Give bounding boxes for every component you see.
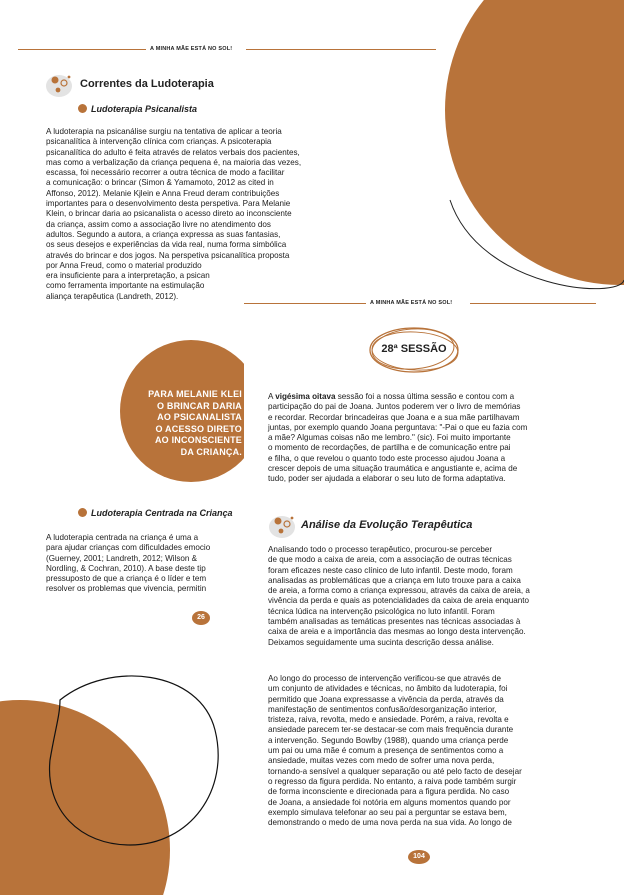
- text-line: a comunicação: o brincar (Simon & Yamamoto, 2012 as cited in: [46, 178, 274, 188]
- text-line: era insuficiente para a interpretação, a psican: [46, 271, 210, 281]
- text-line: participação do pai de Joana. Juntos poderem ver o livro de memórias: [268, 402, 521, 412]
- text-line: Ao longo do processo de intervenção verificou-se que através de: [268, 674, 502, 683]
- bullet-dot-icon: [78, 508, 87, 517]
- text-line: o momento de recordações, de partilha e de comunicação entre pai: [268, 443, 511, 453]
- text-line: os seus desejos e experiências da vida real, numa forma simbólica: [46, 240, 287, 250]
- back-page-number: 26: [192, 611, 210, 625]
- text-line: permitido que Joana expressasse a vivência da perda, através da: [268, 694, 504, 704]
- front-header-label: A MINHA MÃE ESTÁ NO SOL!: [370, 300, 453, 306]
- front-page: [244, 300, 624, 895]
- quote-line: AO PSICANALISTA: [157, 412, 242, 422]
- text-line: psicanalítica do adulto é feita através de relatos verbais dos pacientes,: [46, 147, 300, 157]
- text-line: tudo, poder ser ajudada a elaborar o seu luto de forma adaptativa.: [268, 474, 506, 484]
- front-header-line: [244, 303, 366, 304]
- text-line: Analisando todo o processo terapêutico, procurou-se perceber: [268, 545, 493, 554]
- text-line: também analisadas as temáticas presentes nas técnicas associadas à: [268, 617, 521, 627]
- text-line-start: A: [268, 392, 276, 401]
- back-subsection-2: Ludoterapia Centrada na Criança: [91, 508, 233, 518]
- text-line: foram eficazes neste caso clínico de luto infantil. Deste modo, foram: [268, 565, 513, 575]
- text-line: manifestação de sentimentos confusão/desorganização interior,: [268, 704, 497, 714]
- front-paragraph-1: [268, 545, 596, 648]
- text-line: um pai ou uma mãe é comum a presença de sentimentos como a: [268, 746, 504, 756]
- quote-line: PARA MELANIE KLEI: [148, 389, 242, 399]
- text-line: escassa, foi necessário recorrer a outra técnica de modo a facilitar: [46, 168, 285, 178]
- text-line: importantes para o desenvolvimento desta perspetiva. Para Melanie: [46, 199, 291, 209]
- text-line: exemplo simulava telefonar ao seu pai a perguntar se estava bem,: [268, 807, 507, 817]
- text-line: crescer depois de uma situação traumática e angustiante e, acima de: [268, 464, 518, 474]
- text-line: demonstrando o medo de uma nova perda na sua vida. Ao longo de: [268, 818, 512, 828]
- text-line: um conjunto de atividades e técnicas, no âmbito da ludoterapia, foi: [268, 684, 508, 694]
- text-line: [268, 392, 596, 402]
- text-line-end: sessão foi a nossa última sessão e contou com a: [335, 392, 515, 401]
- session-badge-text: 28ª SESSÃO: [381, 343, 447, 355]
- decor-circle-top-right: [420, 0, 624, 300]
- front-page-number: 104: [408, 850, 430, 864]
- text-line: pressuposto de que a criança é o líder e tem: [46, 574, 207, 584]
- text-line: da criança, assim como a associação livre no atendimento dos: [46, 219, 271, 229]
- front-intro: [268, 392, 596, 485]
- back-paragraph-1: [46, 127, 346, 302]
- text-line: psicanalítica à intervenção clínica com crianças. A psicoterapia: [46, 137, 272, 147]
- text-line: a mãe? Algumas coisas não me lembro." (sic). Foi muito importante: [268, 433, 511, 443]
- text-line: tornando-a sensível a qualquer separação ou até pelo facto de desejar: [268, 766, 522, 776]
- back-paragraph-2: [46, 533, 246, 595]
- cluster-dots-icon: [268, 512, 300, 540]
- text-line: juntas, por exemplo quando Joana perguntava: "-Pai o que eu fazia com: [268, 422, 528, 432]
- text-line: resolver os problemas que vivencia, permitin: [46, 584, 207, 594]
- text-line: vivência da perda e quais as potencialidades da caixa de areia enquanto: [268, 596, 529, 606]
- text-line: A ludoterapia na psicanálise surgiu na tentativa de aplicar a teoria: [46, 127, 282, 136]
- text-line: de Joana, a ansiedade foi notória em alguns momentos quando por: [268, 797, 511, 807]
- back-header-line: [18, 49, 146, 50]
- front-section-title: Análise da Evolução Terapêutica: [301, 519, 473, 531]
- decor-blob-brown: [0, 700, 170, 895]
- text-line: Affonso, 2012). Melanie Kjlein e Anna Freud deram contribuições: [46, 188, 280, 198]
- text-line: analisadas as problemáticas que a criança em luto trouxe para a caixa: [268, 575, 521, 585]
- text-line: de areia, a forma como a criança expressou, através da caixa de areia, a: [268, 586, 530, 596]
- text-line: para ajudar crianças com dificuldades emocio: [46, 543, 211, 553]
- text-line: de forma inconsciente e direcionada para a figura perdida. No caso: [268, 787, 510, 797]
- text-line: técnica lúdica na intervenção psicológica no luto infantil. Foram: [268, 606, 495, 616]
- quote-line: AO INCONSCIENTE: [154, 435, 242, 445]
- quote-line: O BRINCAR DARIA: [157, 400, 242, 411]
- text-line: por Anna Freud, como o material produzido: [46, 260, 202, 270]
- text-line: mas como a verbalização da criança pequena é, na maioria das vezes,: [46, 157, 302, 167]
- back-header-line-right: [246, 49, 436, 50]
- text-line: aliança terapêutica (Landreth, 2012).: [46, 291, 179, 301]
- text-line: tristeza, raiva, revolta, medo e ansiedade. Porém, a raiva, revolta e: [268, 715, 509, 725]
- text-line: a intervenção. Segundo Bowlby (1988), quando uma criança perde: [268, 735, 509, 745]
- text-line: ansiedade, muitas vezes com medo de sofrer uma nova perda,: [268, 756, 495, 766]
- front-header-line-right: [470, 303, 596, 304]
- text-line: através do brincar e dos jogos. Na perspetiva psicanalítica proposta: [46, 250, 290, 260]
- intro-bold: vigésima oitava: [275, 392, 336, 401]
- text-line: o regresso da figura perdida. No entanto, a raiva pode também surgir: [268, 776, 517, 786]
- text-line: ansiedade parecem ter-se destacar-se com mais frequência durante: [268, 725, 514, 735]
- text-line: A ludoterapia centrada na criança é uma a: [46, 533, 199, 542]
- text-line: Nordling, & Cochran, 2010). A base deste tip: [46, 563, 206, 573]
- quote-text: [130, 389, 242, 458]
- decor-circles-bottom-left: [0, 640, 260, 895]
- text-line: caixa de areia e a importância das mesmas ao longo desta intervenção.: [268, 627, 526, 637]
- back-header-label: A MINHA MÃE ESTÁ NO SOL!: [150, 46, 233, 52]
- text-line: e filha, o que revelou o quanto todo este processo ajudou Joana a: [268, 453, 506, 463]
- text-line: e recordar. Recordar brincadeiras que Joana e a sua mãe partilhavam: [268, 412, 520, 422]
- back-section-title: Correntes da Ludoterapia: [80, 78, 214, 90]
- front-paragraph-2: [268, 674, 596, 828]
- text-line: (Guerney, 2001; Landreth, 2012; Wilson &: [46, 553, 198, 563]
- decor-blob-brown: [445, 0, 624, 285]
- text-line: como ferramenta importante na estimulação: [46, 281, 205, 291]
- quote-line: O ACESSO DIRETO: [155, 423, 242, 434]
- text-line: de que modo a caixa de areia, com a associação de outras técnicas: [268, 555, 512, 565]
- quote-line: DA CRIANÇA.: [180, 446, 242, 457]
- bullet-dot-icon: [78, 104, 87, 113]
- text-line: Deixamos seguidamente uma sucinta descrição dessa análise.: [268, 637, 494, 647]
- text-line: adultos. Segundo a autora, a criança expressa as suas fantasias,: [46, 229, 281, 239]
- cluster-dots-icon: [45, 71, 77, 99]
- back-subsection-1: Ludoterapia Psicanalista: [91, 104, 198, 114]
- text-line: Klein, o brincar daria ao psicanalista o acesso direto ao inconsciente: [46, 209, 292, 219]
